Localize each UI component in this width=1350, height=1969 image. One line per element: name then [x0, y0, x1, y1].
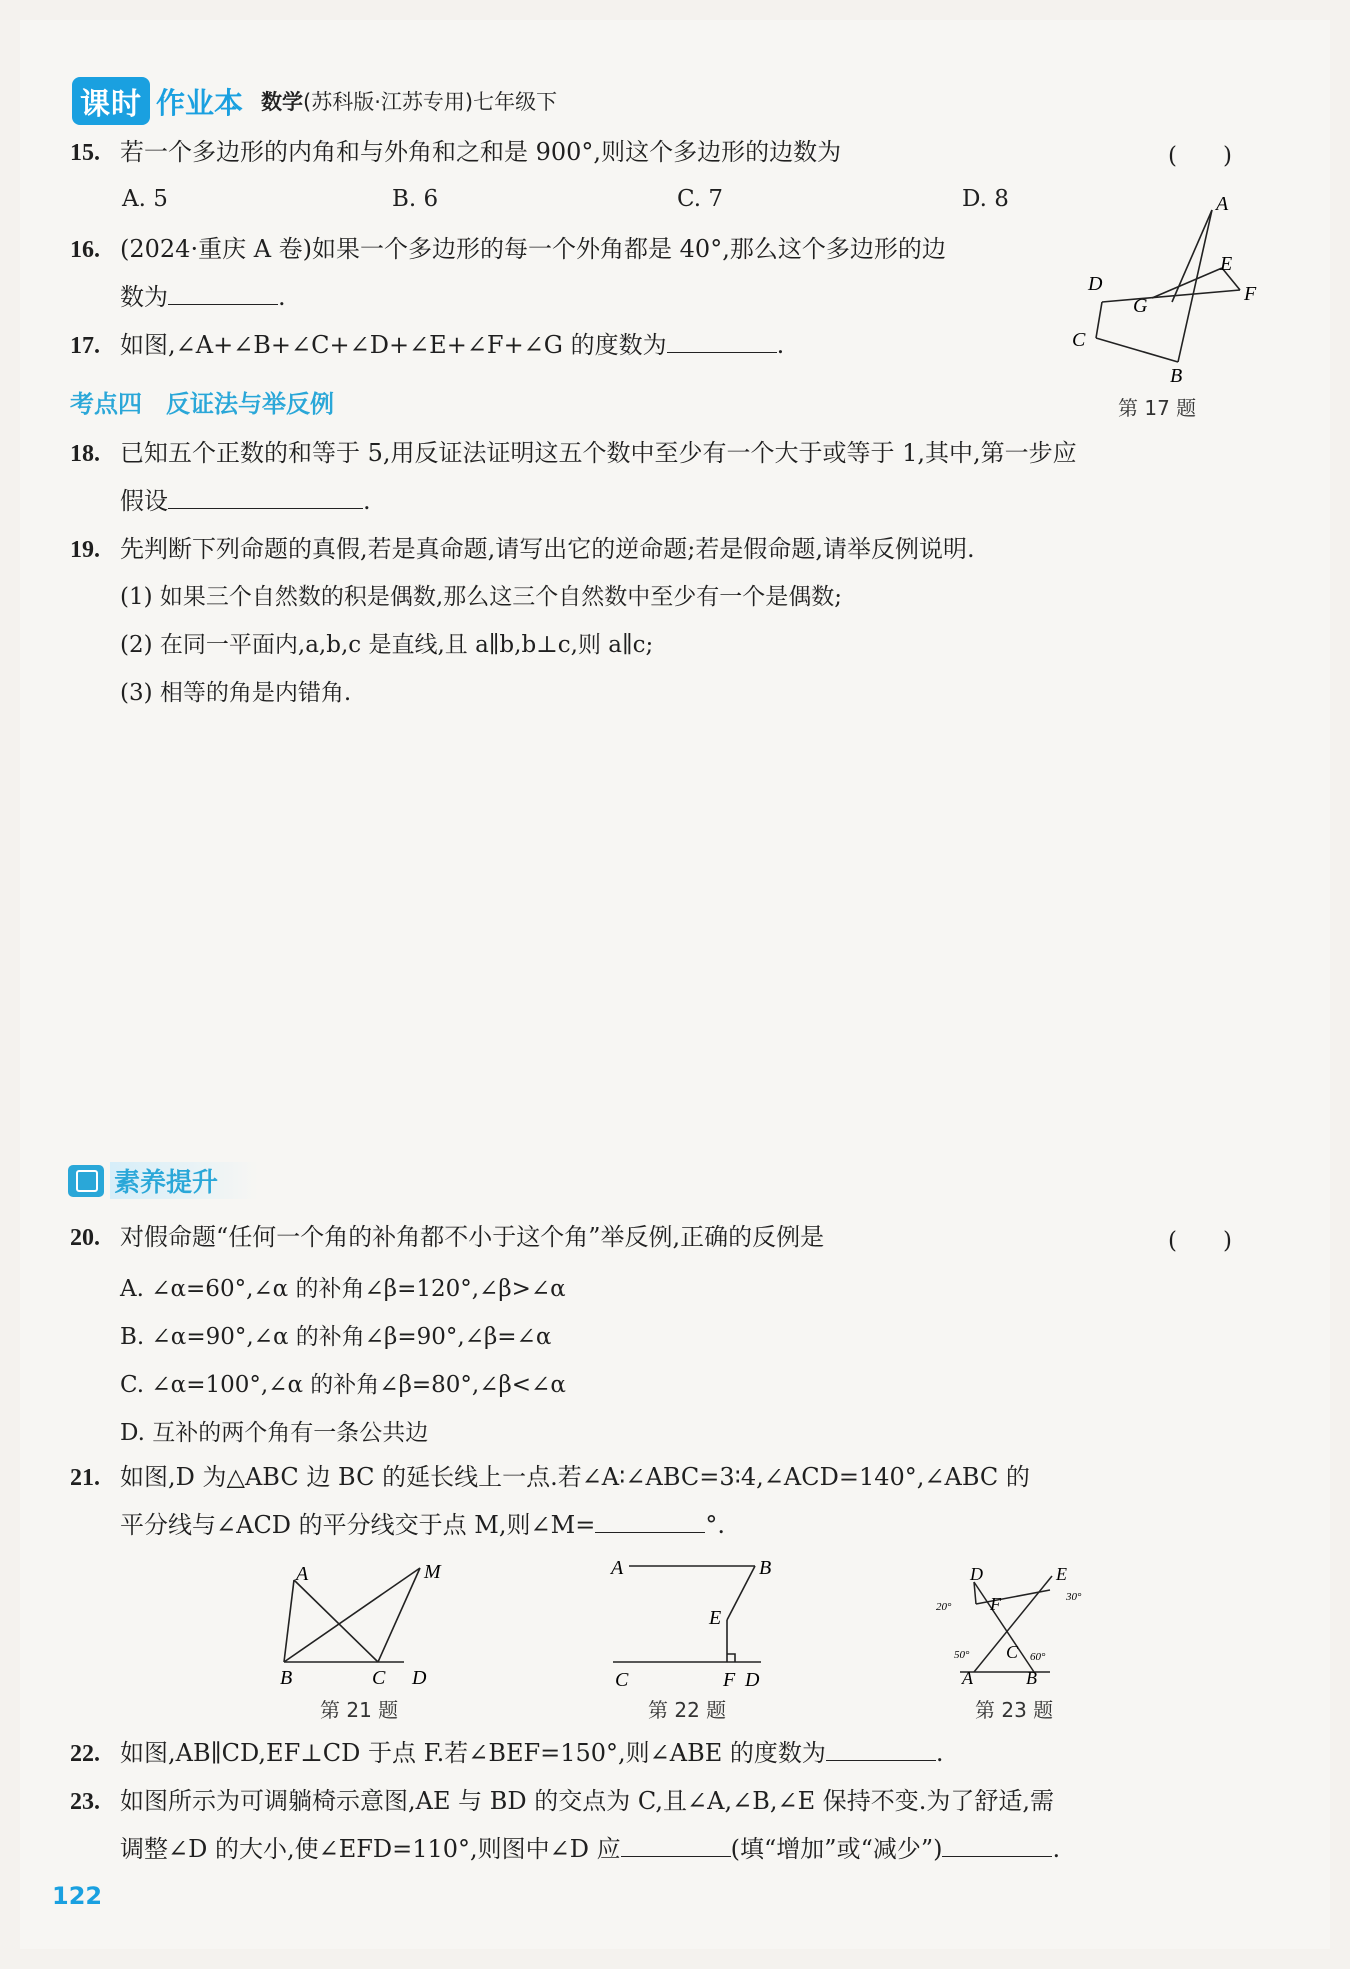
series-brand: 作业本	[156, 85, 244, 120]
fig17-line-cb	[1096, 338, 1178, 362]
series-badge: 课时	[72, 77, 150, 125]
figure-22	[605, 1550, 775, 1690]
q23-answer-blank-2[interactable]	[942, 1834, 1052, 1857]
fig22-label-a: A	[611, 1557, 624, 1579]
fig23-angle-30: 30°	[1066, 1591, 1082, 1603]
question-17: 17. 如图,∠A+∠B+∠C+∠D+∠E+∠F+∠G 的度数为 .	[70, 331, 785, 359]
question-23-line2: 调整∠D 的大小,使∠EFD=110°,则图中∠D 应 (填“增加”或“减少”) .	[120, 1835, 1061, 1863]
pencil-note-icon	[68, 1165, 104, 1197]
question-16-line2: 数为 .	[120, 283, 286, 311]
question-21: 21. 如图,D 为△ABC 边 BC 的延长线上一点.若∠A∶∠ABC=3∶4,∠ACD=140°,∠ABC 的	[70, 1463, 1030, 1491]
section-heading-suyang: 素养提升	[68, 1162, 258, 1199]
section-heading-kaodian4: 考点四 反证法与举反例	[70, 390, 334, 418]
fig17-label-b: B	[1170, 365, 1183, 387]
q20-option-a[interactable]: A. ∠α=60°,∠α 的补角∠β=120°,∠β>∠α	[120, 1276, 566, 1302]
figure-23	[930, 1560, 1100, 1690]
q17-answer-blank[interactable]	[667, 330, 777, 353]
q23-answer-blank-1[interactable]	[621, 1834, 731, 1857]
question-15: 15. 若一个多边形的内角和与外角和之和是 900°,则这个多边形的边数为	[70, 138, 842, 166]
fig23-label-b: B	[1026, 1668, 1037, 1688]
q15-option-b[interactable]: B. 6	[392, 186, 439, 212]
fig23-angle-60: 60°	[1030, 1651, 1046, 1663]
fig21-label-b: B	[280, 1667, 293, 1689]
q20-option-c[interactable]: C. ∠α=100°,∠α 的补角∠β=80°,∠β<∠α	[120, 1372, 566, 1398]
figure-22-caption: 第 22 题	[648, 1698, 727, 1722]
fig17-label-a: A	[1216, 193, 1229, 215]
q20-answer-paren[interactable]: ( )	[1168, 1228, 1232, 1254]
q19-sub-3: (3) 相等的角是内错角.	[120, 680, 352, 706]
question-20: 20. 对假命题“任何一个角的补角都不小于这个角”举反例,正确的反例是	[70, 1223, 825, 1251]
q22-answer-blank[interactable]	[826, 1738, 936, 1761]
fig17-label-g: G	[1133, 295, 1148, 317]
fig23-label-d: D	[970, 1564, 983, 1584]
fig17-line-ag	[1172, 210, 1212, 302]
figure-23-caption: 第 23 题	[975, 1698, 1054, 1722]
fig17-label-e: E	[1220, 253, 1233, 275]
question-23: 23. 如图所示为可调躺椅示意图,AE 与 BD 的交点为 C,且∠A,∠B,∠E 保持不变.为了舒适,需	[70, 1787, 1054, 1815]
fig23-angle-20: 20°	[936, 1601, 952, 1613]
fig23-label-f: F	[990, 1594, 1001, 1614]
question-18-line2: 假设 .	[120, 487, 371, 515]
q19-answer-area[interactable]	[70, 720, 1260, 1140]
fig17-label-d: D	[1088, 273, 1103, 295]
fig23-label-a: A	[962, 1668, 973, 1688]
fig17-line-dc	[1096, 302, 1102, 338]
figure-17	[1060, 190, 1280, 390]
q15-answer-paren[interactable]: ( )	[1168, 143, 1232, 169]
q18-answer-blank[interactable]	[168, 486, 363, 509]
fig23-label-c: C	[1006, 1642, 1019, 1662]
fig21-label-c: C	[372, 1667, 386, 1689]
fig22-label-f: F	[723, 1669, 736, 1690]
fig17-label-f: F	[1244, 283, 1257, 305]
fig21-label-m: M	[424, 1561, 441, 1583]
subject-line: 数学(苏科版·江苏专用)七年级下	[261, 90, 558, 114]
q15-option-c[interactable]: C. 7	[677, 186, 724, 212]
question-22: 22. 如图,AB∥CD,EF⊥CD 于点 F.若∠BEF=150°,则∠ABE 的度数为 .	[70, 1739, 944, 1767]
q19-sub-2: (2) 在同一平面内,a,b,c 是直线,且 a∥b,b⊥c,则 a∥c;	[120, 632, 654, 658]
q21-answer-blank[interactable]	[595, 1510, 705, 1533]
q16-answer-blank[interactable]	[168, 282, 278, 305]
fig21-label-a: A	[296, 1563, 309, 1585]
question-16: 16. (2024·重庆 A 卷)如果一个多边形的每一个外角都是 40°,那么这个多边形的边	[70, 235, 946, 263]
figure-21-caption: 第 21 题	[320, 1698, 399, 1722]
question-18: 18. 已知五个正数的和等于 5,用反证法证明这五个数中至少有一个大于或等于 1,其中,第一步应	[70, 439, 1077, 467]
q19-sub-1: (1) 如果三个自然数的积是偶数,那么这三个自然数中至少有一个是偶数;	[120, 584, 842, 610]
fig17-label-c: C	[1072, 329, 1086, 351]
fig21-label-d: D	[412, 1667, 427, 1689]
fig22-label-b: B	[759, 1557, 772, 1579]
fig23-angle-50: 50°	[954, 1649, 970, 1661]
question-19: 19. 先判断下列命题的真假,若是真命题,请写出它的逆命题;若是假命题,请举反例说明.	[70, 535, 975, 563]
q15-option-a[interactable]: A. 5	[122, 186, 168, 212]
q20-option-d[interactable]: D. 互补的两个角有一条公共边	[120, 1420, 429, 1446]
q20-option-b[interactable]: B. ∠α=90°,∠α 的补角∠β=90°,∠β=∠α	[120, 1324, 552, 1350]
page-number: 122	[52, 1882, 103, 1910]
figure-21	[272, 1550, 452, 1690]
q15-option-d[interactable]: D. 8	[962, 186, 1009, 212]
fig17-line-eg	[1152, 268, 1222, 298]
fig22-label-d: D	[745, 1669, 760, 1690]
fig23-label-e: E	[1056, 1564, 1067, 1584]
fig17-line-df	[1102, 290, 1240, 302]
fig17-line-ab	[1178, 210, 1212, 362]
fig22-label-c: C	[615, 1669, 629, 1690]
figure-17-caption: 第 17 题	[1118, 396, 1197, 420]
page-header	[72, 78, 557, 124]
fig22-label-e: E	[709, 1607, 722, 1629]
question-21-line2: 平分线与∠ACD 的平分线交于点 M,则∠M= °.	[120, 1511, 725, 1539]
